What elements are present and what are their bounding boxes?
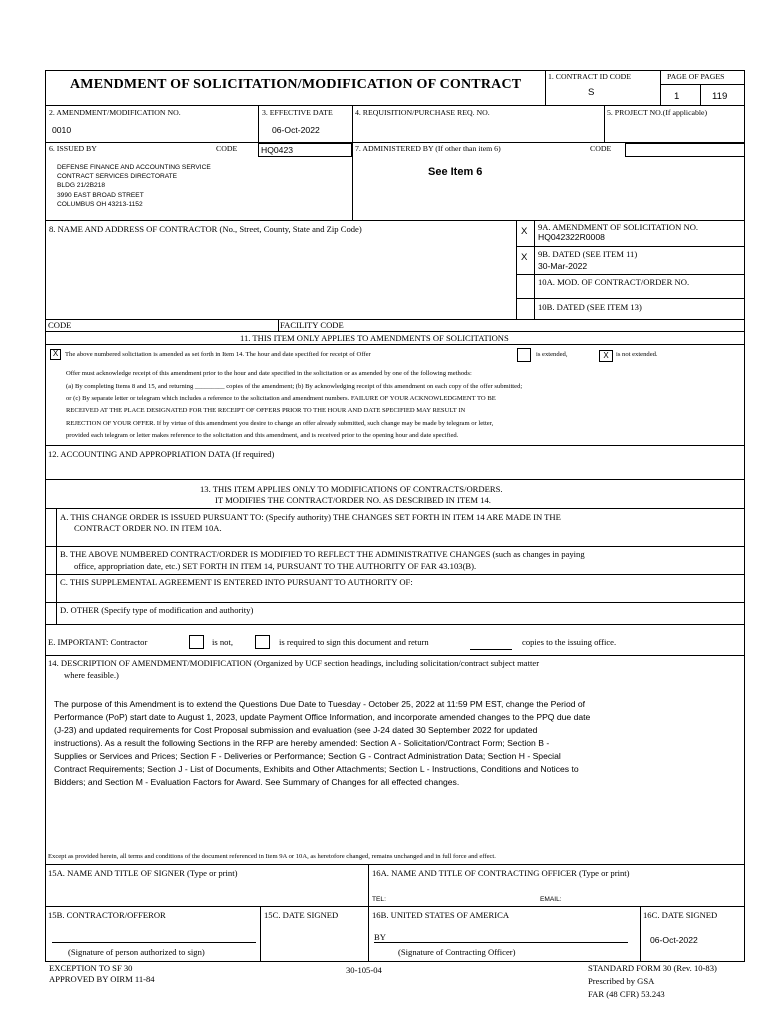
item11-heading: 11. THIS ITEM ONLY APPLIES TO AMENDMENTS OF SOLICITATIONS [240, 333, 509, 343]
is-not-extended-label: is not extended. [616, 351, 658, 358]
item16c-value: 06-Oct-2022 [650, 935, 698, 945]
item10a-label: 10A. MOD. OF CONTRACT/ORDER NO. [538, 277, 690, 287]
signature-person-caption: (Signature of person authorized to sign) [68, 947, 205, 957]
administered-by-label: 7. ADMINISTERED BY (If other than item 6) [355, 144, 501, 153]
contractor-is-not-checkbox[interactable] [189, 635, 204, 649]
issued-code-label: CODE [216, 144, 238, 153]
item16a-label: 16A. NAME AND TITLE OF CONTRACTING OFFICER (Type or print) [372, 868, 630, 878]
contract-id-code-value: S [588, 87, 595, 98]
contract-id-code-label: 1. CONTRACT ID CODE [548, 72, 632, 81]
effective-date-label: 3. EFFECTIVE DATE [262, 108, 333, 117]
item11-text-line: REJECTION OF YOUR OFFER. If by virtue of this amendment you desire to change an offer already submitted, such change may be made by telegram or letter, [66, 420, 494, 427]
item12-label: 12. ACCOUNTING AND APPROPRIATION DATA (If required) [48, 449, 275, 459]
footer-exception: EXCEPTION TO SF 30 [49, 963, 133, 973]
issued-by-label: 6. ISSUED BY [49, 144, 97, 153]
is-not-extended-checkbox[interactable]: X [599, 350, 613, 362]
item9b-label: 9B. DATED (SEE ITEM 11) [538, 249, 638, 259]
description-line: instructions). As a result the following Sections in the RFP are hereby amended: Section A - Solicitation/Contract Form; Section B - [54, 738, 550, 748]
contractor-label: 8. NAME AND ADDRESS OF CONTRACTOR (No., Street, County, State and Zip Code) [49, 224, 362, 234]
page-of-pages-label: PAGE OF PAGES [667, 72, 725, 81]
item9b-value: 30-Mar-2022 [538, 261, 588, 271]
amendment-no-value: 0010 [52, 125, 72, 135]
item13a-line1: A. THIS CHANGE ORDER IS ISSUED PURSUANT TO: (Specify authority) THE CHANGES SET FORTH IN ITEM 14 ARE MADE IN THE [60, 512, 561, 522]
tel-label: TEL: [372, 896, 386, 903]
item13a-line2: CONTRACT ORDER NO. IN ITEM 10A. [74, 523, 222, 533]
item15b-label: 15B. CONTRACTOR/OFFEROR [48, 910, 166, 920]
copies-count-field[interactable] [470, 649, 512, 650]
email-label: EMAIL: [540, 896, 562, 903]
item11-intro-text: The above numbered solicitation is amended as set forth in Item 14. The hour and date specified for receipt of Offer [65, 351, 371, 358]
description-line: (J-23) and updated requirements for Cost Proposal submission and evaluation (see J-24 dated 30 September 2022 for updated [54, 725, 538, 735]
item13c-label: C. THIS SUPPLEMENTAL AGREEMENT IS ENTERED INTO PURSUANT TO AUTHORITY OF: [60, 577, 413, 587]
item9a-checkmark: X [521, 226, 528, 237]
item11-text-line: Offer must acknowledge receipt of this amendment prior to the hour and date specified in the solicitation or as amended by one of the following methods: [66, 370, 472, 377]
effective-date-value: 06-Oct-2022 [272, 125, 320, 135]
by-label: BY [374, 932, 386, 942]
issuer-address-line: COLUMBUS OH 43213-1152 [57, 201, 143, 208]
amendment-no-label: 2. AMENDMENT/MODIFICATION NO. [49, 108, 181, 117]
item14-label-line2: where feasible.) [64, 670, 119, 680]
description-line: Bidders; and Section M - Evaluation Factors for Award. See Summary of Changes for all effected changes. [54, 777, 460, 787]
is-extended-checkbox[interactable] [517, 348, 531, 362]
item16b-label: 16B. UNITED STATES OF AMERICA [372, 910, 510, 920]
description-line: Contract Requirements; Section J - List of Documents, Exhibits and Other Attachments; Section L - Instructions, Conditions and Notices to [54, 764, 579, 774]
see-item-6: See Item 6 [428, 166, 483, 178]
item16c-label: 16C. DATE SIGNED [643, 910, 718, 920]
footer-far: FAR (48 CFR) 53.243 [588, 989, 665, 999]
issuer-address-line: BLDG 21/2B218 [57, 182, 106, 189]
footer-prescribed: Prescribed by GSA [588, 976, 655, 986]
description-line: Supplies or Services and Prices; Section F - Deliveries or Performance; Section G - Contract Administration Data; Section H - Special [54, 751, 561, 761]
contractor-is-required-checkbox[interactable] [255, 635, 270, 649]
item14-label-line1: 14. DESCRIPTION OF AMENDMENT/MODIFICATION (Organized by UCF section headings, including solicitation/contract subject matter [48, 658, 540, 668]
requisition-label: 4. REQUISITION/PURCHASE REQ. NO. [355, 108, 490, 117]
issued-code-value: HQ0423 [261, 145, 294, 155]
contractor-signature-line[interactable] [52, 942, 256, 943]
facility-code-label: FACILITY CODE [280, 320, 344, 330]
item11-text-line: (a) By completing Items 8 and 15, and returning _________ copies of the amendment; (b) By acknowledging receipt of this amendment on each copy of the offer submitted; [66, 383, 523, 390]
signature-officer-caption: (Signature of Contracting Officer) [398, 947, 516, 957]
officer-signature-line[interactable] [374, 942, 628, 943]
item-e-label: E. IMPORTANT: Contractor [48, 637, 148, 647]
item11-text-line: provided each telegram or letter makes reference to the solicitation and this amendment, and is received prior to the opening hour and date specified. [66, 432, 459, 439]
footer-approved: APPROVED BY OIRM 11-84 [49, 974, 155, 984]
footer-form-number: 30-105-04 [346, 965, 382, 975]
is-not-label: is not, [212, 637, 234, 647]
item15c-label: 15C. DATE SIGNED [264, 910, 339, 920]
item13b-line2: office, appropriation date, etc.) SET FORTH IN ITEM 14, PURSUANT TO THE AUTHORITY OF FAR 43.103(B). [74, 561, 477, 571]
item10b-label: 10B. DATED (SEE ITEM 13) [538, 302, 642, 312]
administered-code-label: CODE [590, 144, 612, 153]
total-pages: 119 [712, 91, 728, 102]
code-label: CODE [48, 320, 72, 330]
item11-text-line: or (c) By separate letter or telegram which includes a reference to the solicitation and amendment numbers. FAILURE OF YOUR ACKNOWLEDGMENT TO BE [66, 395, 496, 402]
item9a-label: 9A. AMENDMENT OF SOLICITATION NO. [538, 222, 699, 232]
item11-amended-checkbox[interactable]: X [50, 349, 61, 360]
is-required-label: is required to sign this document and return [279, 637, 429, 647]
item13b-line1: B. THE ABOVE NUMBERED CONTRACT/ORDER IS MODIFIED TO REFLECT THE ADMINISTRATIVE CHANGES (such as changes in paying [60, 549, 585, 559]
page-number: 1 [674, 91, 680, 102]
item11-text-line: RECEIVED AT THE PLACE DESIGNATED FOR THE RECEIPT OF OFFERS PRIOR TO THE HOUR AND DATE SPECIFIED MAY RESULT IN [66, 407, 466, 414]
project-no-label: 5. PROJECT NO.(If applicable) [607, 108, 708, 117]
form-title: AMENDMENT OF SOLICITATION/MODIFICATION OF CONTRACT [70, 77, 522, 92]
issuer-address-line: CONTRACT SERVICES DIRECTORATE [57, 173, 178, 180]
administered-code-box [625, 143, 745, 157]
item15a-label: 15A. NAME AND TITLE OF SIGNER (Type or print) [48, 868, 238, 878]
item13-heading-line2: IT MODIFIES THE CONTRACT/ORDER NO. AS DESCRIBED IN ITEM 14. [215, 495, 491, 505]
except-note: Except as provided herein, all terms and conditions of the document referenced in Item 9A or 10A, as heretofore changed, remains unchanged and in full force and effect. [48, 853, 496, 860]
item9b-checkmark: X [521, 252, 528, 263]
copies-to-label: copies to the issuing office. [522, 637, 617, 647]
footer-standard-form: STANDARD FORM 30 (Rev. 10-83) [588, 963, 717, 973]
issuer-address-line: 3990 EAST BROAD STREET [57, 192, 144, 199]
item9a-value: HQ042322R0008 [538, 232, 605, 242]
issuer-address-line: DEFENSE FINANCE AND ACCOUNTING SERVICE [57, 164, 211, 171]
description-line: The purpose of this Amendment is to extend the Questions Due Date to Tuesday - October 25, 2022 at 11:59 PM EST, change the Period of [54, 699, 586, 709]
item13d-label: D. OTHER (Specify type of modification and authority) [60, 605, 254, 615]
description-line: Performance (PoP) start date to August 1, 2023, update Payment Office Information, and incorporate amended changes to the PPQ due date [54, 712, 591, 722]
item13-heading-line1: 13. THIS ITEM APPLIES ONLY TO MODIFICATIONS OF CONTRACTS/ORDERS. [200, 484, 503, 494]
is-extended-label: is extended, [536, 351, 568, 358]
